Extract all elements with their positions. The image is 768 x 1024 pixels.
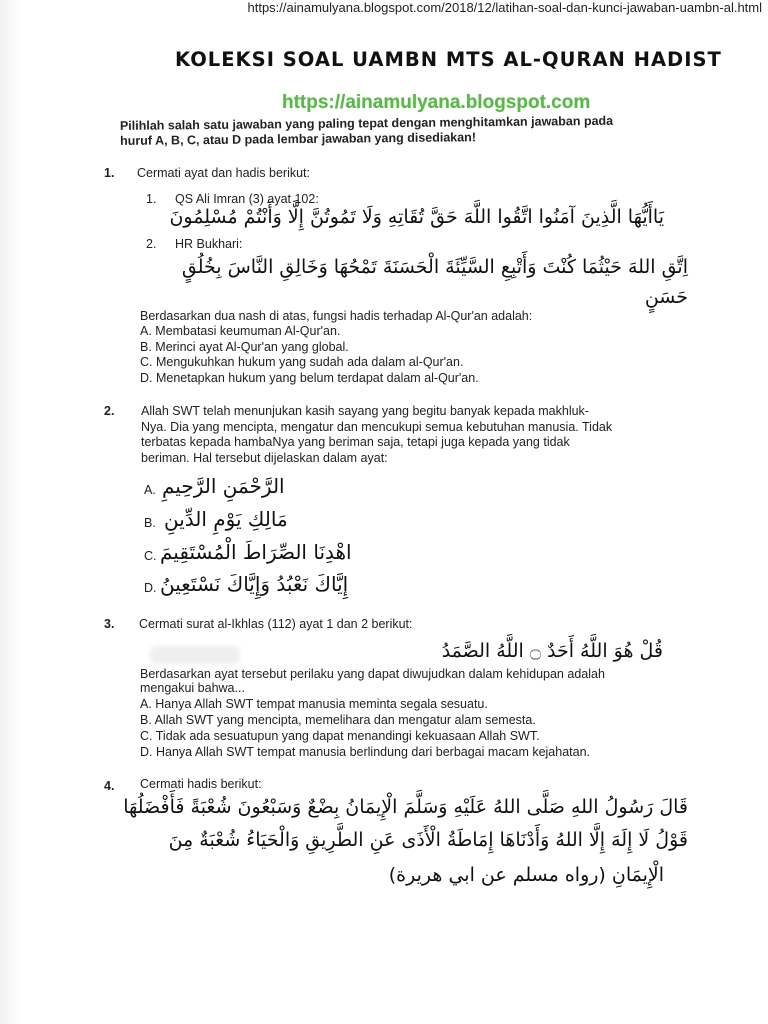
question-number: 3. bbox=[104, 617, 115, 631]
page-url[interactable]: https://ainamulyana.blogspot.com/2018/12/latihan-soal-dan-kunci-jawaban-uambn-al.html bbox=[247, 0, 762, 15]
arabic-hadith-line-1: قَالَ رَسُولُ اللهِ صَلَّى اللهُ عَلَيْهِ وَسَلَّمَ الْإِيمَانُ بِضْعٌ وَسَبْعُونَ شُعْبَةً فَأَفْضَلُهَا bbox=[123, 796, 688, 818]
option-c[interactable]: C. Mengukuhkan hukum yang sudah ada dalam al-Qur'an. bbox=[140, 355, 464, 369]
option-a-arabic[interactable]: الرَّحْمَنِ الرَّحِيمِ bbox=[162, 474, 285, 498]
option-c[interactable]: C. Tidak ada sesuatupun yang dapat menandingi kekuasaan Allah SWT. bbox=[140, 729, 540, 743]
option-a[interactable]: A. Membatasi keumuman Al-Qur'an. bbox=[140, 324, 341, 338]
option-a-letter[interactable]: A. bbox=[144, 483, 156, 497]
arabic-hadith-line-1: اِتَّقِ اللهَ حَيْثُمَا كُنْتَ وَأَتْبِعِ السَّيِّئَةَ الْحَسَنَةَ تَمْحُهَا وَخَالِقِ النَّاسَ بِخُلُقٍ bbox=[181, 256, 688, 278]
question-number: 1. bbox=[104, 166, 115, 180]
paragraph-line: beriman. Hal tersebut dijelaskan dalam ayat: bbox=[141, 450, 388, 465]
option-d-letter[interactable]: D. bbox=[144, 581, 157, 595]
paragraph-line: Allah SWT telah menunjukan kasih sayang yang begitu banyak kepada makhluk- bbox=[141, 404, 589, 418]
option-b[interactable]: B. Merinci ayat Al-Qur'an yang global. bbox=[140, 340, 349, 354]
question-stem: Cermati surat al-Ikhlas (112) ayat 1 dan 2 berikut: bbox=[139, 617, 413, 631]
option-d[interactable]: D. Menetapkan hukum yang belum terdapat dalam al-Qur'an. bbox=[140, 371, 479, 385]
question-number: 4. bbox=[104, 779, 115, 793]
option-b[interactable]: B. Allah SWT yang mencipta, memelihara dan mengatur alam semesta. bbox=[140, 713, 536, 727]
sub-item-label: HR Bukhari: bbox=[175, 237, 243, 251]
arabic-hadith-line-3: الْإِيمَانِ (رواه مسلم عن ابي هريرة) bbox=[388, 864, 664, 886]
paragraph-line: Nya. Dia yang mencipta, mengatur dan mencukupi semua kebutuhan manusia. Tidak bbox=[141, 419, 613, 434]
question-line: mengakui bahwa... bbox=[140, 681, 245, 695]
question-paragraph bbox=[141, 404, 671, 466]
instructions bbox=[120, 113, 680, 149]
option-c-arabic[interactable]: اهْدِنَا الصِّرَاطَ الْمُسْتَقِيمَ bbox=[160, 540, 352, 564]
question-line: Berdasarkan ayat tersebut perilaku yang dapat diwujudkan dalam kehidupan adalah bbox=[140, 667, 605, 681]
arabic-verse: قُلْ هُوَ اللَّهُ أَحَدٌ ۝ اللَّهُ الصَّمَدُ bbox=[441, 640, 663, 662]
option-d-arabic[interactable]: إِيَّاكَ نَعْبُدُ وَإِيَّاكَ نَسْتَعِينُ bbox=[160, 572, 349, 596]
instruction-line-2: huruf A, B, C, atau D pada lembar jawaban yang disediakan! bbox=[120, 130, 477, 148]
option-c-letter[interactable]: C. bbox=[144, 549, 157, 563]
question-text bbox=[140, 667, 605, 695]
instruction-line-1: Pilihlah salah satu jawaban yang paling tepat dengan menghitamkan jawaban pada bbox=[119, 113, 614, 133]
arabic-verse: يَاأَيُّهَا الَّذِينَ آمَنُوا اتَّقُوا اللَّهَ حَقَّ تُقَاتِهِ وَلَا تَمُوتُنَّ إِلَّا وَأَنْتُمْ مُسْلِمُونَ bbox=[169, 206, 664, 228]
arabic-hadith-line-2: حَسَنٍ bbox=[644, 286, 688, 308]
arabic-hadith-line-2: قَوْلُ لَا إِلَهَ إِلَّا اللهُ وَأَدْنَاهَا إِمَاطَةُ الْأَذَى عَنِ الطَّرِيقِ وَالْحَيَاءُ شُعْبَةٌ مِنَ bbox=[168, 829, 688, 851]
question-number: 2. bbox=[104, 404, 115, 418]
blurred-area bbox=[150, 646, 240, 664]
option-a[interactable]: A. Hanya Allah SWT tempat manusia meminta segala sesuatu. bbox=[140, 697, 488, 711]
question-stem: Cermati hadis berikut: bbox=[140, 777, 262, 791]
question-stem: Cermati ayat dan hadis berikut: bbox=[137, 166, 311, 180]
sub-item-label: QS Ali Imran (3) ayat 102: bbox=[175, 192, 319, 206]
sub-item-number: 2. bbox=[146, 237, 157, 251]
option-b-letter[interactable]: B. bbox=[144, 516, 156, 530]
scan-edge-shadow bbox=[0, 0, 22, 1024]
paragraph-line: terbatas kepada hambaNya yang beriman saja, tetapi juga kepada yang tidak bbox=[141, 435, 570, 449]
sub-item-number: 1. bbox=[146, 192, 157, 206]
watermark-link[interactable]: https://ainamulyana.blogspot.com bbox=[282, 92, 591, 113]
question-text: Berdasarkan dua nash di atas, fungsi hadis terhadap Al-Qur'an adalah: bbox=[140, 309, 533, 323]
option-b-arabic[interactable]: مَالِكِ يَوْمِ الدِّينِ bbox=[164, 507, 288, 531]
page-title: KOLEKSI SOAL UAMBN MTS AL-QURAN HADIST bbox=[175, 48, 722, 71]
option-d[interactable]: D. Hanya Allah SWT tempat manusia berlindung dari berbagai macam kejahatan. bbox=[140, 745, 591, 759]
